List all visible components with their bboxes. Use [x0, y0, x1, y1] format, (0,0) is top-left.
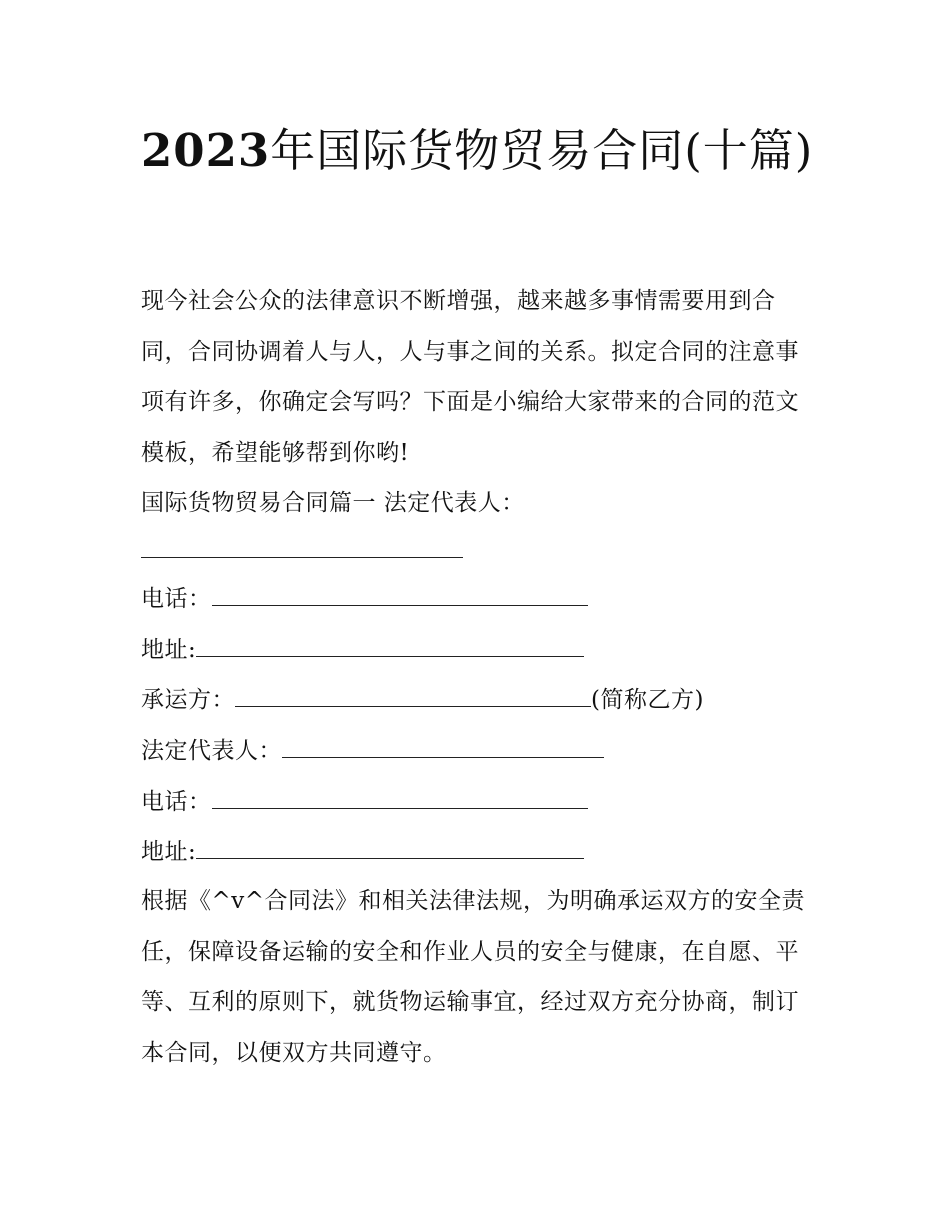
blank-line [235, 686, 591, 707]
legal-rep-field [141, 736, 604, 766]
phone-field-2 [141, 787, 588, 817]
blank-line [212, 585, 588, 606]
document-title [141, 118, 821, 183]
phone-label-2: 电话： [141, 789, 212, 815]
title-year: 2023 [141, 124, 271, 177]
address-field-2 [141, 837, 584, 867]
carrier-label: 承运方： [141, 687, 235, 713]
address-field-1 [141, 635, 584, 665]
carrier-suffix: (简称乙方) [591, 687, 704, 713]
phone-label-1: 电话： [141, 586, 212, 612]
intro-paragraph: 现今社会公众的法律意识不断增强，越来越多事情需要用到合同，合同协调着人与人，人与事之间的关系。拟定合同的注意事项有许多，你确定会写吗？下面是小编给大家带来的合同的范文模板，希望能够帮到你哟! [141, 288, 799, 466]
blank-line [196, 636, 584, 657]
carrier-field [141, 685, 704, 715]
body-paragraph: 根据《^v^合同法》和相关法律法规，为明确承运双方的安全责任，保障设备运输的安全和作业人员的安全与健康，在自愿、平等、互利的原则下，就货物运输事宜，经过双方充分协商，制订本合同，以便双方共同遵守。 [141, 888, 806, 1066]
blank-line [282, 737, 604, 758]
legal-rep-blank-line [141, 536, 463, 566]
section-heading [141, 488, 525, 518]
section-heading-text: 国际货物贸易合同篇一 法定代表人： [141, 490, 525, 516]
address-label-2: 地址: [141, 839, 197, 865]
title-text: 年国际货物贸易合同(十篇) [270, 124, 814, 177]
blank-line [196, 838, 584, 859]
address-label-1: 地址: [141, 637, 197, 663]
phone-field-1 [141, 584, 588, 614]
blank-line [141, 537, 463, 558]
blank-line [212, 788, 588, 809]
legal-rep-label: 法定代表人： [141, 738, 282, 764]
